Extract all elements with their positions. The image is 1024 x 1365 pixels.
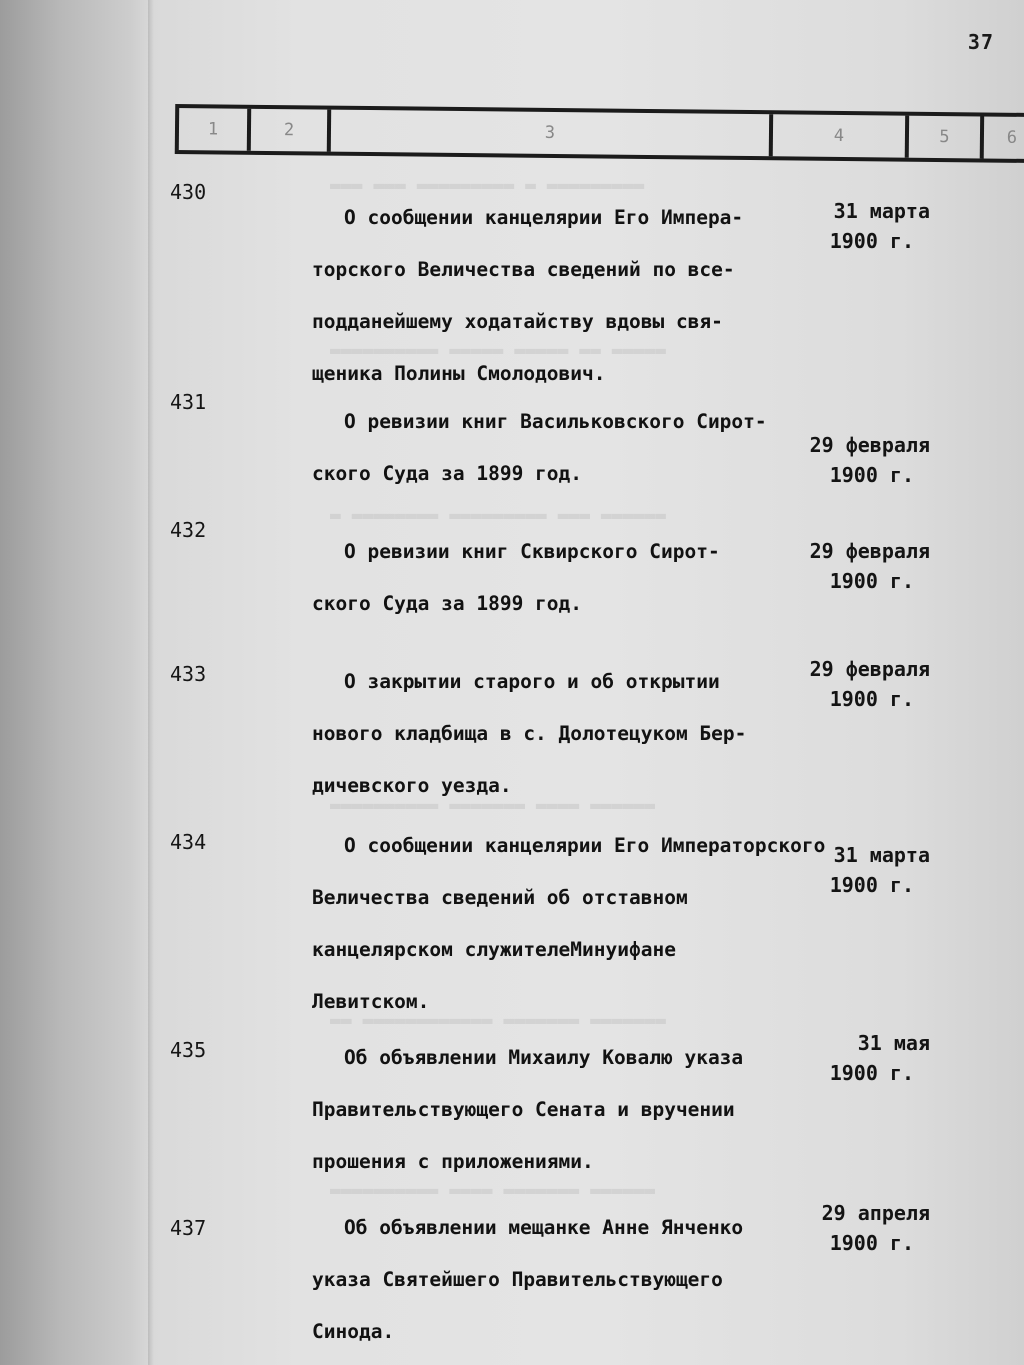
entry-description: [312, 656, 802, 812]
entry-text-line: Об объявлении мещанке Анне Янченко: [344, 1216, 744, 1239]
entry-date-year: 1900 г.: [829, 463, 914, 487]
bleed-through-line: ▬▬▬ ▬▬▬ ▬▬▬▬▬▬▬▬▬ ▬ ▬▬▬▬▬▬▬▬▬: [330, 175, 645, 196]
entry-description: [312, 396, 802, 500]
entry-text-line: Величества сведений об отставном: [312, 886, 688, 909]
entry-date: [790, 430, 930, 490]
entry-date: [790, 1028, 930, 1088]
bleed-through-line: ▬▬▬▬▬▬▬▬▬▬ ▬▬▬▬▬▬▬ ▬▬▬▬ ▬▬▬▬▬▬: [330, 795, 656, 816]
entry-text-line: канцелярском служителеМинуифане: [312, 938, 676, 961]
entry-text-line: О ревизии книг Сквирского Сирот-: [344, 540, 720, 563]
page-number: 37: [967, 30, 994, 54]
entry-date-year: 1900 г.: [829, 569, 914, 593]
entry-date-day: 31 марта: [833, 199, 930, 223]
entry-text-line: подданейшему ходатайству вдовы свя-: [312, 310, 723, 333]
entry-date-day: 31 марта: [833, 843, 930, 867]
entry-date-year: 1900 г.: [829, 1061, 914, 1085]
entry-text-line: дичевского уезда.: [312, 774, 512, 797]
column-header-1: 1: [175, 108, 247, 151]
entry-date-year: 1900 г.: [829, 873, 914, 897]
entry-text-line: Правительствующего Сената и вручении: [312, 1098, 735, 1121]
entry-text-line: нового кладбища в с. Долотецуком Бер-: [312, 722, 747, 745]
entry-date: [790, 840, 930, 900]
entry-number: 432: [170, 518, 207, 542]
entry-date: [790, 654, 930, 714]
column-header-4: 4: [769, 114, 905, 157]
bleed-through-line: ▬ ▬▬▬▬▬▬▬▬ ▬▬▬▬▬▬▬▬▬ ▬▬▬ ▬▬▬▬▬▬: [330, 505, 666, 526]
entry-text-line: О ревизии книг Васильковского Сирот-: [344, 410, 767, 433]
entry-date-year: 1900 г.: [829, 687, 914, 711]
entry-date-year: 1900 г.: [829, 1231, 914, 1255]
entry-date-day: 29 февраля: [809, 657, 930, 681]
entry-text-line: прошения с приложениями.: [312, 1150, 594, 1173]
entry-date-day: 29 февраля: [809, 539, 930, 563]
column-header-6: 6: [980, 116, 1024, 159]
entry-text-line: торского Величества сведений по все-: [312, 258, 735, 281]
entry-number: 430: [170, 180, 207, 204]
entry-date-year: 1900 г.: [829, 229, 914, 253]
entry-date-day: 29 апреля: [821, 1201, 930, 1225]
bleed-through-line: ▬▬▬▬▬▬▬▬▬▬ ▬▬▬▬▬ ▬▬▬▬▬ ▬▬ ▬▬▬▬▬: [330, 340, 666, 361]
entry-text-line: О сообщении канцелярии Его Императорского: [344, 834, 826, 857]
entry-text-line: Об объявлении Михаилу Ковалю указа: [344, 1046, 744, 1069]
bleed-through-line: ▬▬ ▬▬▬▬▬▬▬▬▬▬▬▬ ▬▬▬▬▬▬▬ ▬▬▬▬▬▬▬: [330, 1010, 666, 1031]
entry-text-line: указа Святейшего Правительствующего: [312, 1268, 723, 1291]
entry-number: 435: [170, 1038, 207, 1062]
entry-text-line: ского Суда за 1899 год.: [312, 462, 583, 485]
entry-text-line: ского Суда за 1899 год.: [312, 592, 583, 615]
entry-date: [790, 196, 930, 256]
entry-description: [312, 820, 826, 1028]
column-header-5: 5: [905, 116, 980, 159]
column-header-2: 2: [247, 109, 327, 152]
entry-text-line: Синода.: [312, 1320, 395, 1343]
entry-description: [312, 1202, 802, 1358]
entry-text-line: щеника Полины Смолодович.: [312, 362, 606, 385]
entry-description: [312, 526, 802, 630]
entry-text-line: О сообщении канцелярии Его Импера-: [344, 206, 744, 229]
entry-date: [790, 536, 930, 596]
entry-text-line: Левитском.: [312, 990, 430, 1013]
entry-description: [312, 192, 802, 400]
entry-number: 431: [170, 390, 207, 414]
entry-date-day: 29 февраля: [809, 433, 930, 457]
entry-description: [312, 1032, 802, 1188]
entry-text-line: О закрытии старого и об открытии: [344, 670, 720, 693]
entry-number: 437: [170, 1216, 207, 1240]
entry-date-day: 31 мая: [857, 1031, 930, 1055]
entry-number: 434: [170, 830, 207, 854]
column-header-3: 3: [327, 110, 769, 157]
bleed-through-line: ▬▬▬▬▬▬▬▬▬▬ ▬▬▬▬ ▬▬▬▬▬▬▬ ▬▬▬▬▬▬: [330, 1180, 656, 1201]
entry-date: [790, 1198, 930, 1258]
entry-number: 433: [170, 662, 207, 686]
